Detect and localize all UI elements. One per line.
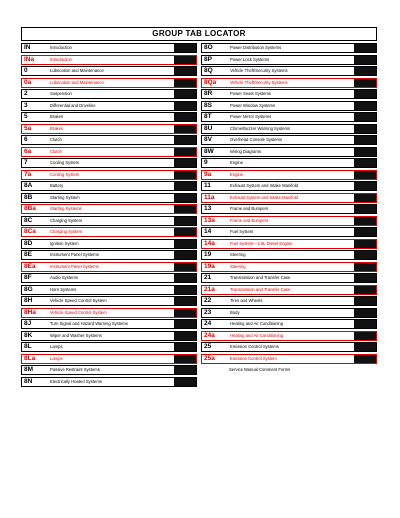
black-tab-marker (174, 182, 196, 190)
group-code: 13a (204, 216, 215, 224)
group-row[interactable] (21, 296, 197, 306)
black-tab-marker (354, 56, 376, 64)
group-row[interactable] (201, 112, 377, 122)
group-code: 5 (24, 113, 28, 120)
group-label: Brakes (50, 114, 64, 119)
black-tab-marker (174, 102, 196, 110)
group-label: Lubrication and Maintenance (50, 79, 104, 85)
black-tab-marker (354, 228, 376, 236)
black-tab-marker (174, 67, 196, 75)
group-code: 8D (24, 239, 33, 247)
group-label: Engine (230, 171, 244, 177)
black-tab-marker (174, 309, 196, 317)
group-label: Differential and Driveline (50, 102, 96, 108)
group-code: 22 (204, 297, 212, 304)
black-tab-marker (174, 113, 196, 121)
group-label: Body (230, 309, 240, 315)
group-code: 7a (24, 170, 32, 178)
black-tab-marker (354, 309, 376, 317)
black-tab-marker (174, 286, 196, 294)
group-label: Steering (230, 252, 246, 257)
black-tab-marker (354, 332, 376, 340)
group-label: Introduction (50, 56, 72, 62)
black-tab-marker (174, 228, 196, 236)
group-label: Exhaust System and Intake Manifold (230, 183, 298, 188)
black-tab-marker (174, 320, 196, 328)
group-label: Power Mirror Systems (230, 114, 272, 119)
group-label: Brakes (50, 125, 64, 131)
black-tab-marker (174, 355, 196, 363)
group-code: 8F (24, 274, 32, 281)
group-code: 19 (204, 251, 212, 258)
group-row[interactable] (21, 273, 197, 283)
black-tab-marker (174, 159, 196, 167)
group-code: 8Ca (24, 228, 36, 235)
group-label: Starting System (50, 194, 80, 200)
black-tab-marker (354, 320, 376, 328)
group-label: Transmission and Transfer Case (230, 286, 291, 292)
group-row[interactable] (201, 204, 377, 214)
group-label: Overhead Console Systems (230, 137, 283, 142)
group-row[interactable] (201, 239, 377, 249)
group-label: Frame and Bumpers (230, 217, 269, 223)
black-tab-marker (174, 366, 196, 374)
group-label: Suspension (50, 91, 72, 96)
group-code: 8Q (204, 67, 213, 74)
group-code: 8Ba (24, 205, 36, 212)
group-row[interactable] (201, 342, 377, 352)
group-row[interactable] (201, 296, 377, 306)
group-label: Fuel System—2.5L Diesel Engine (230, 240, 293, 246)
black-tab-marker (354, 194, 376, 202)
group-label: Power Window Systems (230, 102, 276, 108)
group-row[interactable] (21, 101, 197, 111)
group-label: Cooling System (50, 171, 80, 177)
group-row[interactable] (21, 43, 197, 53)
group-code: 8H (24, 297, 33, 304)
group-code: 0a (24, 78, 32, 86)
group-label: Ignition System (50, 240, 79, 246)
group-code: 0 (24, 67, 28, 74)
group-row[interactable] (21, 181, 197, 191)
group-row[interactable] (201, 78, 377, 88)
group-code: 25 (204, 343, 212, 350)
black-tab-marker (174, 297, 196, 305)
group-code: 9a (204, 170, 212, 178)
group-row[interactable] (21, 250, 197, 260)
group-code: 8K (24, 331, 33, 339)
group-row[interactable] (201, 193, 377, 203)
group-label: Instrument Panel Systems (50, 252, 99, 257)
group-label: Battery (50, 183, 64, 188)
black-tab-marker (174, 44, 196, 52)
group-code: 8Ea (24, 262, 36, 270)
group-row[interactable] (21, 124, 197, 134)
group-row[interactable] (21, 78, 197, 88)
group-code: 8N (24, 377, 33, 385)
black-tab-marker (174, 79, 196, 87)
group-label: Engine (230, 160, 244, 165)
group-label: Instrument Panel Systems (50, 263, 99, 269)
group-row[interactable] (201, 66, 377, 76)
group-row[interactable] (21, 170, 197, 180)
group-label: Horn Systems (50, 286, 77, 292)
group-row[interactable] (201, 43, 377, 53)
group-label: Exhaust System and Intake Manifold (230, 194, 298, 200)
black-tab-marker (354, 125, 376, 133)
group-label: Introduction (50, 45, 72, 50)
group-row[interactable] (201, 101, 377, 111)
black-tab-marker (174, 240, 196, 248)
group-row[interactable] (201, 273, 377, 283)
group-code: 14a (204, 239, 215, 247)
group-row[interactable] (201, 55, 377, 65)
black-tab-marker (354, 113, 376, 121)
black-tab-marker (174, 343, 196, 351)
group-code: IN (24, 44, 31, 51)
group-row[interactable] (201, 250, 377, 260)
black-tab-marker (354, 240, 376, 248)
group-label: Emission Control Systems (230, 344, 279, 349)
black-tab-marker (354, 79, 376, 87)
group-code: 9 (204, 159, 208, 166)
group-row[interactable] (201, 354, 377, 364)
group-code: 8B (24, 193, 33, 201)
black-tab-marker (354, 148, 376, 156)
group-row[interactable] (201, 331, 377, 341)
black-tab-marker (174, 171, 196, 179)
group-code: 6 (24, 136, 28, 143)
group-code: 8V (204, 136, 212, 143)
group-code: 8G (24, 285, 33, 293)
group-label: Cooling System (50, 160, 80, 165)
black-tab-marker (354, 251, 376, 259)
black-tab-marker (174, 148, 196, 156)
black-tab-marker (174, 274, 196, 282)
group-code: 25a (204, 354, 215, 362)
group-code: 24 (204, 320, 212, 327)
group-row[interactable] (201, 135, 377, 145)
group-code: 8S (204, 101, 212, 109)
group-row[interactable] (201, 227, 377, 237)
black-tab-marker (174, 90, 196, 98)
group-label: Heating and Air Conditioning (230, 321, 284, 326)
group-label: Power Distribution Systems (230, 45, 282, 50)
black-tab-marker (354, 286, 376, 294)
black-tab-marker (174, 125, 196, 133)
group-label: Transmission and Transfer Case (230, 275, 291, 280)
black-tab-marker (174, 194, 196, 202)
group-code: 8A (24, 182, 33, 189)
black-tab-marker (354, 263, 376, 271)
group-row[interactable] (21, 354, 197, 364)
group-row[interactable] (201, 170, 377, 180)
tab-grid (21, 43, 377, 388)
group-tab-locator (21, 27, 377, 388)
black-tab-marker (174, 378, 196, 386)
group-label: Lubrication and Maintenance (50, 68, 104, 73)
group-label: Heating and Air Conditioning (230, 332, 284, 338)
black-tab-marker (174, 205, 196, 213)
group-row[interactable] (21, 216, 197, 226)
group-row[interactable] (201, 262, 377, 272)
group-row[interactable] (21, 342, 197, 352)
group-label: Wiring Diagrams (230, 148, 261, 154)
group-row[interactable] (21, 331, 197, 341)
black-tab-marker (354, 171, 376, 179)
group-code: 8L (24, 343, 32, 350)
page-title: GROUP TAB LOCATOR (21, 27, 377, 41)
group-row[interactable] (201, 308, 377, 318)
group-label: Charging System (50, 217, 83, 223)
group-code: 8Ha (24, 308, 36, 316)
group-row[interactable] (21, 285, 197, 295)
group-code: 8R (204, 90, 213, 97)
group-label: Steering (230, 263, 246, 269)
group-label: Wiper and Washer Systems (50, 332, 102, 338)
group-label: Charging System (50, 229, 83, 234)
black-tab-marker (354, 217, 376, 225)
group-row[interactable] (21, 204, 197, 214)
group-label: Turn Signal and Hazard Warning Systems (50, 321, 128, 326)
group-code: 8W (204, 147, 214, 155)
group-code: 8T (204, 113, 212, 120)
black-tab-marker (174, 217, 196, 225)
black-tab-marker (354, 102, 376, 110)
black-tab-marker (354, 67, 376, 75)
group-label: Electrically Heated Systems (50, 378, 102, 384)
group-row[interactable] (201, 365, 377, 375)
group-row[interactable] (21, 89, 197, 99)
group-code: 8J (24, 320, 32, 327)
group-row[interactable] (21, 66, 197, 76)
group-label: Power Lock Systems (230, 56, 270, 62)
group-label: Frame and Bumpers (230, 206, 269, 211)
group-code: 11 (204, 182, 211, 189)
black-tab-marker (354, 136, 376, 144)
group-row[interactable] (201, 89, 377, 99)
group-code: 23 (204, 308, 212, 316)
group-row[interactable] (201, 285, 377, 295)
group-code: 21a (204, 285, 215, 293)
group-code: 11a (204, 193, 215, 201)
group-row[interactable] (21, 239, 197, 249)
group-row[interactable] (201, 216, 377, 226)
group-row[interactable] (21, 135, 197, 145)
group-code: 8La (24, 354, 36, 362)
group-code: INa (24, 55, 35, 63)
group-code: 14 (204, 228, 212, 235)
right-column (201, 43, 377, 388)
group-code: 8Qa (204, 78, 217, 86)
group-row[interactable] (201, 158, 377, 168)
black-tab-marker (354, 355, 376, 363)
group-label: Lamps (50, 344, 63, 349)
group-row[interactable] (21, 158, 197, 168)
group-row[interactable] (21, 193, 197, 203)
black-tab-marker (354, 44, 376, 52)
black-tab-marker (354, 182, 376, 190)
group-row[interactable] (21, 262, 197, 272)
group-label: Chime/Buzzer Warning Systems (230, 125, 291, 131)
black-tab-marker (174, 136, 196, 144)
group-code: 19a (204, 262, 215, 270)
group-code: 6a (24, 147, 32, 155)
group-label: Power Seats Systems (230, 91, 271, 96)
group-row[interactable] (21, 55, 197, 65)
group-label: Vehicle Speed Control System (50, 309, 107, 315)
group-row[interactable] (21, 319, 197, 329)
group-code: 8P (204, 55, 212, 63)
group-label: Starting Systems (50, 206, 82, 211)
group-row[interactable] (21, 377, 197, 387)
group-code: 8E (24, 251, 32, 258)
group-code: 7 (24, 159, 28, 166)
group-row[interactable] (21, 365, 197, 375)
black-tab-marker (174, 263, 196, 271)
black-tab-marker (354, 274, 376, 282)
group-code: 3 (24, 101, 28, 109)
group-code: 8U (204, 124, 213, 132)
group-row[interactable] (201, 181, 377, 191)
group-row[interactable] (201, 319, 377, 329)
group-label: Vehicle Theft/Security Systems (230, 68, 288, 73)
group-label: Vehicle Speed Control System (50, 298, 107, 303)
group-label: Lamps (50, 355, 63, 361)
group-row[interactable] (21, 308, 197, 318)
group-row[interactable] (21, 227, 197, 237)
black-tab-marker (354, 159, 376, 167)
group-label: Passive Restraint Systems (50, 367, 100, 372)
group-code: 21 (204, 274, 212, 281)
group-label: Emission Control System (230, 355, 277, 361)
group-label: Fuel System (230, 229, 254, 234)
group-label: Tires and Wheels (230, 298, 263, 303)
black-tab-marker (354, 343, 376, 351)
black-tab-marker (354, 205, 376, 213)
group-code: 8O (204, 44, 213, 51)
left-column (21, 43, 197, 388)
group-code: 13 (204, 205, 212, 212)
group-label: Clutch (50, 148, 62, 154)
group-code: 8C (24, 216, 33, 224)
group-label: Vehicle Theft/Security Systems (230, 79, 288, 85)
black-tab-marker (354, 297, 376, 305)
group-code: 24a (204, 331, 215, 339)
group-row[interactable] (201, 147, 377, 157)
black-tab-marker (174, 56, 196, 64)
group-code: 5a (24, 124, 32, 132)
group-label: Clutch (50, 137, 62, 142)
group-code: 8M (24, 366, 34, 373)
group-code: 2 (24, 90, 28, 97)
black-tab-marker (174, 332, 196, 340)
group-row[interactable] (21, 112, 197, 122)
group-label: Audio Systems (50, 275, 78, 280)
black-tab-marker (174, 251, 196, 259)
black-tab-marker (354, 90, 376, 98)
group-label: Service Manual Comment Forms (229, 367, 291, 372)
group-row[interactable] (21, 147, 197, 157)
group-row[interactable] (201, 124, 377, 134)
